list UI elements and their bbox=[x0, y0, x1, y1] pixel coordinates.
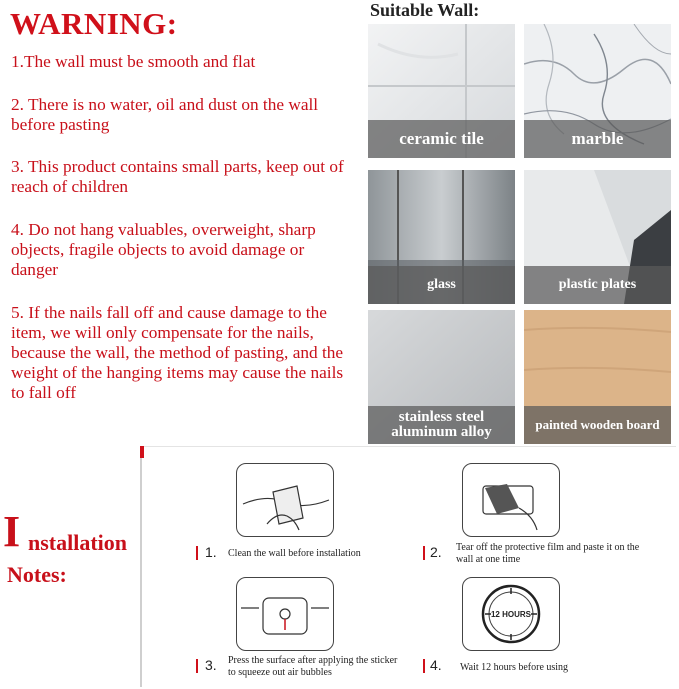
warning-item-3: 3. This product contains small parts, keep out of reach of children bbox=[11, 157, 344, 196]
peel-film-icon bbox=[463, 464, 559, 536]
tile-stainless bbox=[368, 310, 515, 444]
warning-item-1: 1.The wall must be smooth and flat bbox=[11, 52, 256, 71]
installation-title-initial: I bbox=[3, 507, 21, 556]
panel-accent-mark bbox=[140, 446, 144, 458]
installation-panel bbox=[140, 446, 676, 687]
step4-text: Wait 12 hours before using bbox=[460, 662, 569, 673]
step1-marker bbox=[196, 546, 198, 560]
step1-text: Clean the wall before installation bbox=[228, 548, 361, 559]
tile-plastic bbox=[524, 170, 671, 304]
tile-label-stainless-line2: aluminum alloy bbox=[391, 424, 492, 440]
tile-marble bbox=[524, 24, 671, 158]
step2-text: Tear off the protective film and paste it on the wall at one time bbox=[456, 542, 640, 565]
step4-number: 4. bbox=[430, 657, 442, 673]
clock-icon bbox=[463, 578, 559, 650]
installation-title-rest: nstallation bbox=[28, 530, 128, 555]
step1-number: 1. bbox=[205, 544, 217, 560]
warning-item-4: 4. Do not hang valuables, overweight, sharp objects, fragile objects to avoid damage or danger bbox=[11, 220, 316, 279]
suitable-wall-title: Suitable Wall: bbox=[370, 0, 480, 20]
installation-notes-subtitle: Notes: bbox=[7, 562, 67, 587]
tile-glass bbox=[368, 170, 515, 304]
tile-ceramic bbox=[368, 24, 515, 158]
step3-illustration bbox=[236, 577, 334, 651]
step3-marker bbox=[196, 659, 198, 673]
step2-number: 2. bbox=[430, 544, 442, 560]
step4-marker bbox=[423, 659, 425, 673]
wipe-wall-icon bbox=[237, 464, 333, 536]
step2-illustration bbox=[462, 463, 560, 537]
tile-label-marble: marble bbox=[524, 120, 671, 158]
step3-text: Press the surface after applying the sticker to squeeze out air bubbles bbox=[228, 655, 398, 678]
tile-label-ceramic: ceramic tile bbox=[368, 120, 515, 158]
tile-label-glass: glass bbox=[368, 266, 515, 304]
clock-text: 12 HOURS bbox=[490, 610, 532, 619]
step3-number: 3. bbox=[205, 657, 217, 673]
warning-item-5: 5. If the nails fall off and cause damage to the item, we will only compensate for the nails, because the wall, the method of pasting, and the weight of the hanging items may cause the nails to fall off bbox=[11, 303, 344, 402]
tile-label-stainless-line1: stainless steel bbox=[398, 409, 485, 425]
press-surface-icon bbox=[237, 578, 333, 650]
tile-label-stainless bbox=[368, 406, 515, 444]
warning-title: WARNING: bbox=[10, 6, 178, 41]
tile-wood bbox=[524, 310, 671, 444]
tile-label-plastic: plastic plates bbox=[524, 266, 671, 304]
step1-illustration bbox=[236, 463, 334, 537]
warning-item-2: 2. There is no water, oil and dust on the wall before pasting bbox=[11, 95, 319, 134]
tile-label-wood: painted wooden board bbox=[524, 406, 671, 444]
step4-illustration bbox=[462, 577, 560, 651]
step2-marker bbox=[423, 546, 425, 560]
